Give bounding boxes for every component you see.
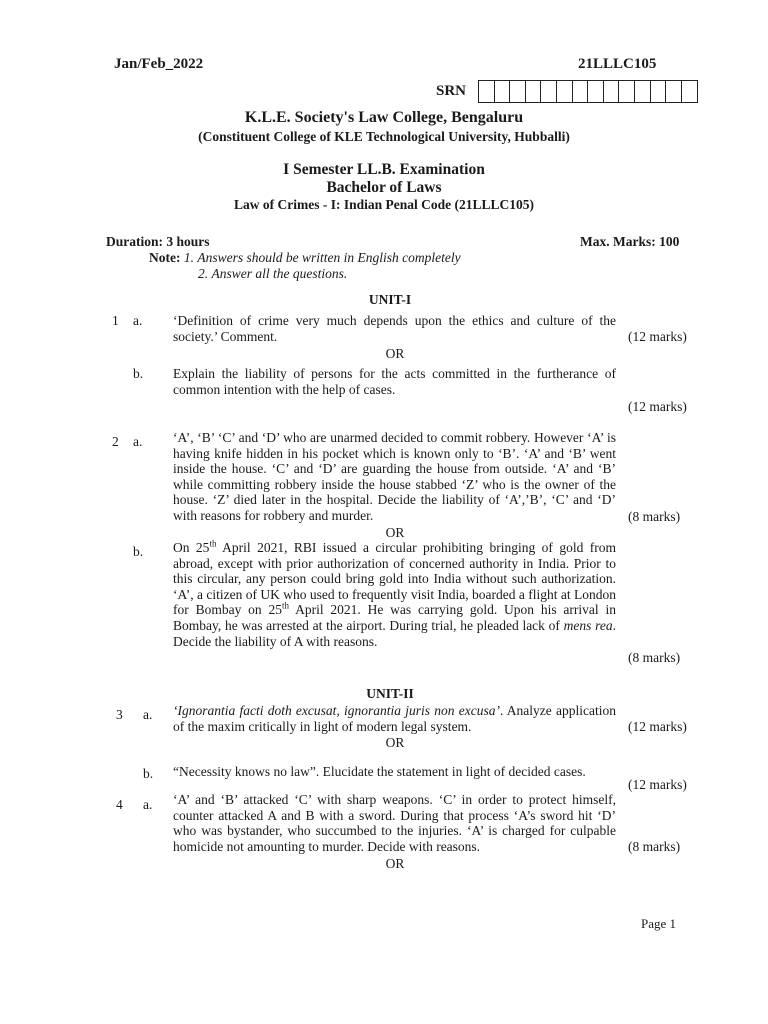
question-1b-letter: b.	[133, 366, 144, 381]
question-1b-text: Explain the liability of persons for the acts committed in the furtherance of common intention with the help of cases.	[173, 366, 616, 397]
question-1a-text: ‘Definition of crime very much depends upon the ethics and culture of the society.’ Comment.	[173, 313, 616, 344]
unit-2-heading: UNIT-II	[366, 686, 414, 701]
srn-input-boxes	[478, 80, 698, 103]
mens-rea-term: mens rea	[563, 617, 613, 633]
or-separator: OR	[385, 525, 405, 540]
q2b-superscript: th	[281, 600, 289, 611]
q3a-text-part: . Analyze application of the maxim critically in light of modern legal system.	[173, 703, 616, 734]
college-name: K.L.E. Society's Law College, Bengaluru	[244, 109, 524, 126]
srn-box	[588, 81, 604, 102]
question-4-number: 4	[116, 797, 123, 812]
question-2a-letter: a.	[133, 434, 143, 449]
duration: Duration: 3 hours	[106, 234, 210, 249]
note-line-1	[149, 250, 461, 266]
q2b-superscript: th	[209, 538, 217, 549]
note-line-2	[149, 266, 461, 282]
note-2-text: Answer all the questions.	[211, 266, 348, 281]
question-4a-letter: a.	[143, 797, 153, 812]
note-label: Note:	[149, 250, 181, 265]
question-1-number: 1	[112, 313, 119, 328]
question-4a-marks: (8 marks)	[628, 839, 681, 854]
note-2-number: 2.	[198, 266, 209, 281]
q2b-text-part: . Decide the liability of A with reasons.	[173, 617, 616, 649]
q2b-text-part: April 2021. He was carrying gold. Upon his arrival in Bombay, he was arrested at the airport. During trial, he pleaded lack of	[173, 602, 616, 633]
srn-box	[557, 81, 573, 102]
subject-title: Law of Crimes - I: Indian Penal Code (21LLLC105)	[233, 197, 534, 212]
latin-maxim: ‘Ignorantia facti doth excusat, ignorantia juris non excusa’	[173, 703, 500, 718]
or-separator: OR	[385, 346, 405, 361]
question-1a-marks: (12 marks)	[628, 329, 687, 344]
question-3a-letter: a.	[143, 707, 153, 722]
srn-box	[495, 81, 511, 102]
question-4a-text: ‘A’ and ‘B’ attacked ‘C’ with sharp weapons. ‘C’ in order to protect himself, counter attacked A and B with a sword. During that process ‘A’s sword hit ‘D’ who was bystander, who succumbed to the injuries. ‘A’ is charged for culpable homicide not amounting to murder. Decide with reasons.	[173, 792, 616, 854]
srn-box	[479, 81, 495, 102]
q2b-text-part: April 2021, RBI issued a circular prohibiting bringing of gold from abroad, except with prior authorization of concerned authority in India. Prior to this circular, any person could bring gold into India without such authorization. ‘A’, a citizen of UK who used to frequently visit India, boarded a flight at London for Bombay on 25	[173, 540, 617, 618]
srn-box	[573, 81, 589, 102]
question-2a-text: ‘A’, ‘B’ ‘C’ and ‘D’ who are unarmed decided to commit robbery. However ‘A’ is having knife hidden in his pocket which is known only to ‘B’. ‘A’ and ‘B’ went inside the house. ‘C’ and ‘D’ are guarding the house from outside. ‘A’ and ‘B’ while committing robbery inside the house stabbed ‘Z’ who is the owner of the house. ‘Z’ died later in the hospital. Decide the liability of ‘A’,’B’, ‘C’ and ‘D’ with reasons for robbery and murder.	[173, 430, 616, 523]
question-2b-marks: (8 marks)	[628, 650, 681, 665]
max-marks: Max. Marks: 100	[580, 234, 680, 249]
or-separator: OR	[385, 856, 405, 871]
exam-session: Jan/Feb_2022	[114, 56, 204, 72]
srn-box	[604, 81, 620, 102]
srn-box	[651, 81, 667, 102]
srn-box	[526, 81, 542, 102]
question-3b-letter: b.	[143, 766, 154, 781]
note-1-text: Answers should be written in English completely	[197, 250, 461, 265]
question-2a-marks: (8 marks)	[628, 509, 681, 524]
question-3b-marks: (12 marks)	[628, 777, 687, 792]
srn-box	[510, 81, 526, 102]
page-number: Page 1	[641, 916, 677, 931]
question-3-number: 3	[116, 707, 123, 722]
question-2-number: 2	[112, 434, 119, 449]
srn-box	[619, 81, 635, 102]
question-1b-marks: (12 marks)	[628, 399, 687, 414]
question-1a-letter: a.	[133, 313, 143, 328]
constituent-line: (Constituent College of KLE Technological University, Hubballi)	[198, 129, 570, 144]
question-3a-text	[173, 703, 616, 734]
question-3a-marks: (12 marks)	[628, 719, 687, 734]
srn-box	[682, 81, 698, 102]
q2b-text-part: On 25	[173, 540, 210, 555]
srn-label: SRN	[436, 83, 467, 99]
question-2b-text	[173, 540, 616, 649]
degree-title: Bachelor of Laws	[326, 179, 442, 196]
srn-box	[666, 81, 682, 102]
question-2b-letter: b.	[133, 544, 144, 559]
course-code: 21LLLC105	[578, 56, 657, 72]
unit-1-heading: UNIT-I	[368, 292, 412, 307]
srn-box	[541, 81, 557, 102]
srn-box	[635, 81, 651, 102]
instructions-note	[149, 250, 461, 282]
exam-title: I Semester LL.B. Examination	[283, 161, 485, 178]
note-1-number: 1.	[183, 250, 194, 265]
question-3b-text: “Necessity knows no law”. Elucidate the statement in light of decided cases.	[173, 764, 586, 779]
or-separator: OR	[385, 735, 405, 750]
